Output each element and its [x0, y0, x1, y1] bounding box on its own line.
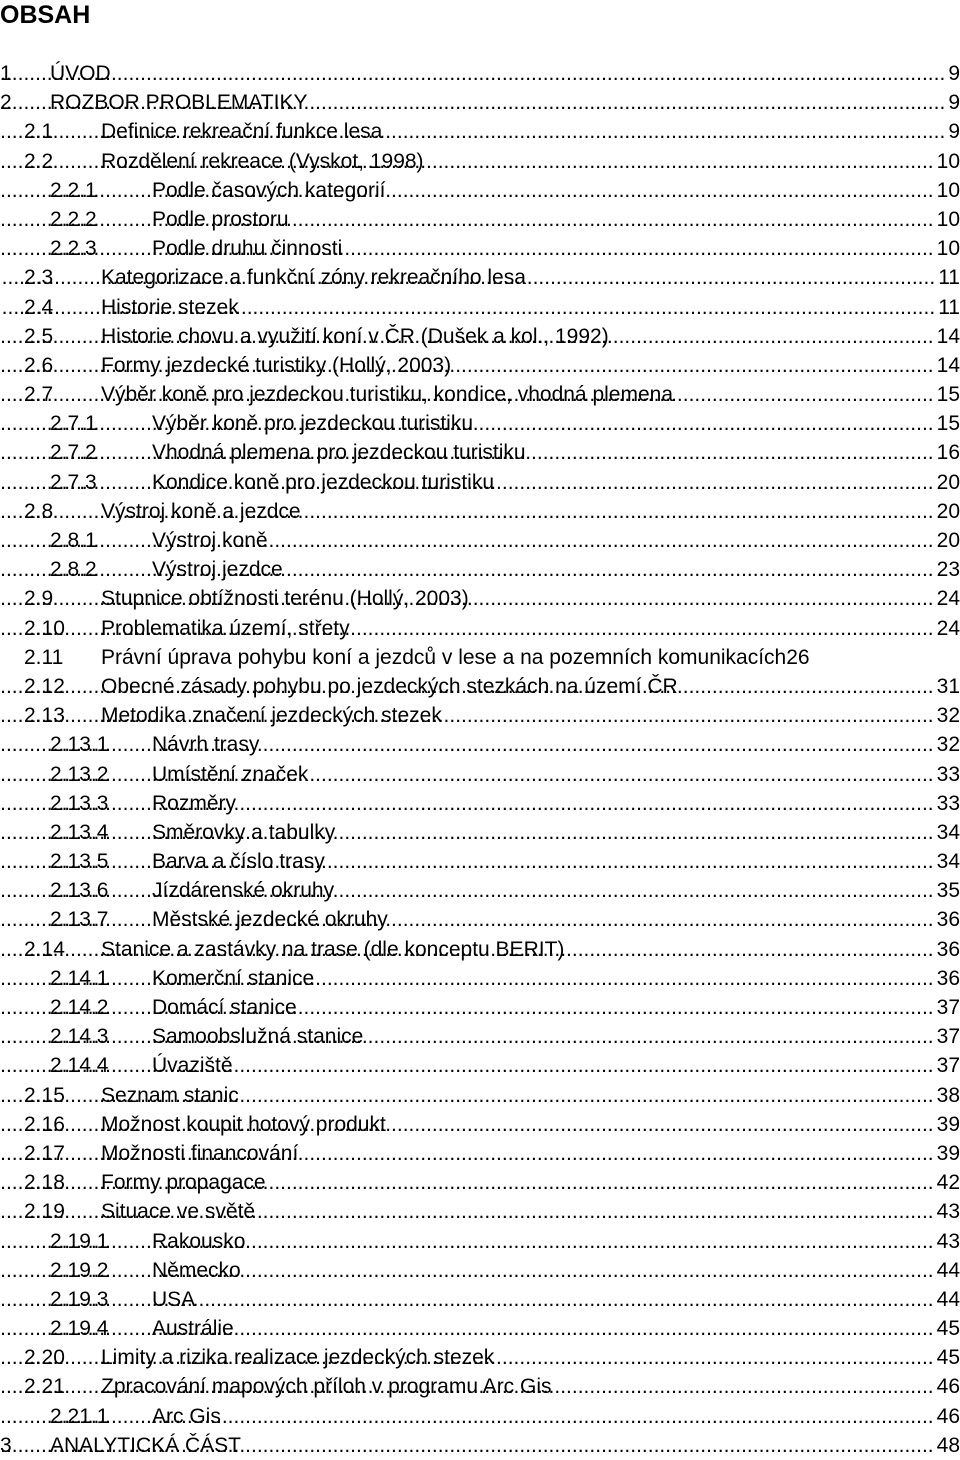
toc-entry-body	[101, 1343, 960, 1372]
toc-entry-number: 2.13	[24, 704, 65, 728]
toc-entry-body	[152, 234, 960, 263]
toc-entry-page: 9	[948, 120, 960, 144]
toc-entry[interactable]	[0, 1081, 960, 1110]
toc-entry-title: Situace ve světě	[101, 1200, 256, 1224]
toc-entry[interactable]	[0, 322, 960, 351]
toc-entry-page: 39	[936, 1141, 960, 1165]
toc-entry-number: 2.4	[24, 295, 54, 319]
toc-entry-body	[152, 876, 960, 905]
toc-entry-body	[152, 730, 960, 759]
toc-entry[interactable]	[0, 1051, 960, 1080]
toc-entry[interactable]	[0, 497, 960, 526]
toc-entry-title: Možnosti financování	[101, 1141, 299, 1165]
toc-entry-title: Kategorizace a funkční zóny rekreačního lesa	[101, 266, 526, 290]
toc-dot-leader	[451, 351, 934, 380]
toc-entry-number: 2.18	[24, 1171, 65, 1195]
toc-entry[interactable]	[0, 1168, 960, 1197]
toc-entry-body	[101, 1139, 960, 1168]
toc-entry-number: 2.2.1	[50, 178, 97, 202]
toc-dot-leader	[469, 584, 934, 613]
toc-entry-page: 24	[936, 616, 960, 640]
toc-entry-page: 14	[936, 353, 960, 377]
toc-entry-page: 20	[936, 499, 960, 523]
toc-entry-number: 2.13.3	[50, 791, 109, 815]
toc-entry-body	[50, 59, 960, 88]
toc-dot-leader	[382, 117, 945, 146]
toc-entry-body	[152, 438, 960, 467]
toc-entry[interactable]	[0, 614, 960, 643]
toc-entry[interactable]	[0, 438, 960, 467]
toc-entry-title: Problematika území, střety	[101, 616, 350, 640]
toc-dot-leader	[388, 905, 934, 934]
toc-entry-page: 15	[936, 412, 960, 436]
toc-dot-leader	[308, 760, 933, 789]
toc-entry[interactable]	[0, 584, 960, 613]
toc-entry-number: 2.7.2	[50, 441, 97, 465]
toc-entry-number: 2.16	[24, 1112, 65, 1136]
toc-entry-title: Městské jezdecké okruhy	[152, 908, 388, 932]
toc-dot-leader	[334, 876, 934, 905]
toc-entry-title: Formy jezdecké turistiky (Hollý, 2003)	[101, 353, 452, 377]
toc-entry-number: 2.17	[24, 1141, 65, 1165]
toc-dot-leader	[239, 293, 935, 322]
toc-dot-leader	[221, 1402, 934, 1431]
toc-entry-number: 2.13.4	[50, 820, 109, 844]
toc-entry-page: 20	[936, 470, 960, 494]
toc-entry-body	[152, 789, 960, 818]
toc-entry[interactable]	[0, 1314, 960, 1343]
toc-entry-number: 2.19	[24, 1200, 65, 1224]
toc-entry-page: 10	[936, 178, 960, 202]
toc-entry[interactable]	[0, 409, 960, 438]
toc-entry-title: Rakousko	[152, 1229, 246, 1253]
toc-entry-body	[101, 1110, 960, 1139]
toc-dot-leader	[241, 1431, 934, 1460]
toc-entry-page: 33	[936, 762, 960, 786]
toc-entry[interactable]	[0, 1110, 960, 1139]
toc-entry-title: Úvaziště	[152, 1054, 233, 1078]
toc-entry-number: 2.8	[24, 499, 54, 523]
toc-entry-number: 2.14.1	[50, 966, 109, 990]
toc-entry-title: Kondice koně pro jezdeckou turistiku	[152, 470, 495, 494]
toc-entry-body	[152, 1285, 960, 1314]
table-of-contents	[0, 59, 960, 1460]
toc-dot-leader	[442, 701, 934, 730]
toc-entry-title: ÚVOD	[50, 62, 111, 85]
toc-entry-number: 2.14.2	[50, 996, 109, 1019]
toc-entry-page: 37	[936, 1025, 960, 1049]
toc-entry-number: 2.2	[24, 149, 54, 173]
toc-entry-body	[101, 614, 960, 643]
toc-entry-body	[101, 1372, 960, 1401]
toc-entry-page: 39	[936, 1112, 960, 1136]
toc-entry-body	[101, 263, 960, 292]
toc-entry-page: 24	[936, 587, 960, 611]
toc-entry-number: 3	[0, 1433, 12, 1457]
toc-dot-leader	[195, 1285, 933, 1314]
toc-entry-page: 48	[936, 1433, 960, 1457]
toc-dot-leader	[234, 1314, 934, 1343]
toc-entry[interactable]	[0, 176, 960, 205]
toc-entry-body	[101, 643, 960, 672]
toc-entry-title: ANALYTICKÁ ČÁST	[50, 1433, 241, 1457]
toc-entry[interactable]	[0, 1431, 960, 1460]
toc-entry-number: 2.13.1	[50, 733, 109, 757]
toc-entry-number: 2.14	[24, 937, 65, 961]
toc-entry-number: 2.1	[24, 120, 54, 144]
toc-entry-title: USA	[152, 1287, 196, 1311]
toc-entry-title: Podle prostoru	[152, 207, 289, 231]
toc-entry-body	[152, 1402, 960, 1431]
toc-entry[interactable]	[0, 730, 960, 759]
toc-entry[interactable]	[0, 935, 960, 964]
toc-dot-leader	[350, 614, 934, 643]
toc-entry-number: 2.13.7	[50, 908, 109, 932]
toc-entry-page: 34	[936, 850, 960, 874]
toc-entry-page: 15	[936, 383, 960, 407]
toc-entry[interactable]	[0, 263, 960, 292]
toc-entry[interactable]	[0, 993, 960, 1022]
toc-entry-title: Barva a číslo trasy	[152, 850, 325, 874]
toc-entry-page: 14	[936, 324, 960, 348]
toc-entry[interactable]	[0, 205, 960, 234]
toc-entry-page: 9	[948, 91, 960, 115]
toc-entry[interactable]	[0, 701, 960, 730]
toc-dot-leader	[236, 789, 934, 818]
toc-entry-page: 20	[936, 529, 960, 552]
toc-entry[interactable]	[0, 818, 960, 847]
toc-entry-title: Rozměry	[152, 791, 237, 815]
toc-entry-page: 46	[936, 1404, 960, 1428]
toc-dot-leader	[266, 1168, 934, 1197]
toc-entry-title: Právní úprava pohybu koní a jezdců v lese a na pozemních komunikacích	[101, 645, 787, 669]
toc-entry-title: Výstroj koně	[152, 529, 268, 552]
toc-entry-title: Zpracování mapových příloh v programu Arc Gis	[101, 1375, 552, 1399]
toc-entry-title: Výběr koně pro jezdeckou turistiku, kondice, vhodná plemena	[101, 383, 674, 407]
toc-entry-number: 2.21	[24, 1375, 65, 1399]
toc-entry-page: 36	[936, 908, 960, 932]
toc-entry-body	[152, 1314, 960, 1343]
toc-dot-leader	[245, 1227, 933, 1256]
toc-entry-number: 2.2.3	[50, 237, 97, 261]
toc-entry-number: 2.13.5	[50, 850, 109, 874]
toc-dot-leader	[283, 555, 934, 584]
toc-dot-leader	[111, 59, 946, 88]
toc-entry-title: Komerční stanice	[152, 966, 315, 990]
toc-entry-page: 43	[936, 1229, 960, 1253]
toc-entry-number: 2.5	[24, 324, 54, 348]
toc-entry-number: 2.14.4	[50, 1054, 109, 1078]
toc-entry[interactable]	[0, 293, 960, 322]
toc-entry[interactable]	[0, 876, 960, 905]
toc-entry-body	[101, 117, 960, 146]
toc-entry-number: 2.7.3	[50, 470, 97, 494]
toc-entry[interactable]	[0, 1256, 960, 1285]
toc-entry-body	[152, 1256, 960, 1285]
toc-entry-number: 2.13.6	[50, 879, 109, 903]
toc-entry-page: 23	[936, 558, 960, 582]
toc-entry-page: 46	[936, 1375, 960, 1399]
toc-entry-page: 10	[936, 207, 960, 231]
toc-entry-title: Samoobslužná stanice	[152, 1025, 364, 1049]
toc-dot-leader	[314, 964, 933, 993]
toc-dot-leader	[609, 322, 934, 351]
toc-entry-title: Vhodná plemena pro jezdeckou turistiku	[152, 441, 526, 465]
toc-entry-page: 36	[936, 937, 960, 961]
toc-entry[interactable]	[0, 1285, 960, 1314]
toc-entry-body	[152, 905, 960, 934]
toc-dot-leader	[255, 1197, 934, 1226]
toc-entry-title: Definice rekreační funkce lesa	[101, 120, 383, 144]
toc-entry-body	[152, 760, 960, 789]
toc-entry-body	[152, 1022, 960, 1051]
toc-dot-leader	[342, 234, 933, 263]
toc-entry-title: Formy propagace	[101, 1171, 266, 1195]
toc-entry-body	[152, 993, 960, 1022]
toc-entry-body	[152, 468, 960, 497]
toc-entry-page: 44	[936, 1287, 960, 1311]
toc-entry-number: 2.3	[24, 266, 54, 290]
toc-entry-title: ROZBOR PROBLEMATIKY	[50, 91, 308, 115]
toc-entry[interactable]	[0, 964, 960, 993]
toc-entry[interactable]	[0, 555, 960, 584]
toc-entry[interactable]	[0, 643, 960, 672]
toc-entry[interactable]	[0, 59, 960, 88]
toc-entry[interactable]	[0, 672, 960, 701]
toc-dot-leader	[424, 147, 934, 176]
toc-entry-title: Historie chovu a využití koní v ČR (Dušek a kol., 1992)	[101, 324, 609, 348]
toc-entry-page: 35	[936, 879, 960, 903]
toc-entry-number: 2	[0, 91, 12, 115]
toc-entry-body	[101, 1197, 960, 1226]
toc-entry-body	[101, 584, 960, 613]
toc-entry[interactable]	[0, 1372, 960, 1401]
toc-dot-leader	[494, 1343, 933, 1372]
toc-entry-page: 42	[936, 1171, 960, 1195]
toc-entry-page: 38	[936, 1083, 960, 1107]
toc-entry-number: 2.10	[24, 616, 65, 640]
toc-entry-page: 26	[786, 645, 810, 669]
toc-entry[interactable]	[0, 380, 960, 409]
toc-dot-leader	[301, 497, 934, 526]
toc-dot-leader	[335, 818, 933, 847]
toc-entry[interactable]	[0, 117, 960, 146]
toc-entry-title: Jízdárenské okruhy	[152, 879, 335, 903]
toc-entry-number: 2.20	[24, 1346, 65, 1370]
toc-entry[interactable]	[0, 789, 960, 818]
toc-entry-page: 44	[936, 1258, 960, 1282]
toc-dot-leader	[386, 1110, 934, 1139]
toc-dot-leader	[259, 730, 933, 759]
toc-entry-body	[101, 701, 960, 730]
toc-entry-page: 37	[936, 996, 960, 1019]
toc-entry-title: Výběr koně pro jezdeckou turistiku	[152, 412, 473, 436]
toc-entry-page: 37	[936, 1054, 960, 1078]
toc-dot-leader	[325, 847, 934, 876]
toc-entry-title: Obecné zásady pohybu po jezdeckých stezkách na území ČR	[101, 674, 678, 698]
toc-entry-page: 32	[936, 733, 960, 757]
toc-entry-page: 31	[936, 674, 960, 698]
toc-entry-title: Arc Gis	[152, 1404, 221, 1428]
toc-entry-number: 2.7	[24, 383, 54, 407]
toc-dot-leader	[363, 1022, 933, 1051]
toc-entry-title: Austrálie	[152, 1317, 234, 1341]
toc-entry-title: Umístění značek	[152, 762, 309, 786]
toc-entry[interactable]	[0, 526, 960, 555]
toc-entry-body	[101, 322, 960, 351]
toc-entry-number: 2.9	[24, 587, 54, 611]
toc-entry-page: 9	[948, 62, 960, 85]
toc-dot-leader	[233, 1051, 934, 1080]
toc-entry-body	[152, 964, 960, 993]
toc-entry-number: 2.6	[24, 353, 54, 377]
toc-entry-body	[152, 1227, 960, 1256]
toc-entry-body	[152, 526, 960, 555]
toc-entry-page: 11	[938, 295, 960, 319]
toc-entry-title: Stupnice obtížnosti terénu (Hollý, 2003)	[101, 587, 469, 611]
toc-heading: OBSAH	[0, 1, 91, 29]
toc-entry-title: Podle druhu činnosti	[152, 237, 343, 261]
toc-entry[interactable]	[0, 468, 960, 497]
toc-entry-body	[101, 380, 960, 409]
toc-entry-page: 10	[936, 149, 960, 173]
toc-entry[interactable]	[0, 1139, 960, 1168]
toc-entry-body	[101, 672, 960, 701]
toc-entry-number: 2.21.1	[50, 1404, 109, 1428]
toc-entry-body	[152, 555, 960, 584]
toc-entry-number: 2.12	[24, 674, 65, 698]
toc-entry-page: 33	[936, 791, 960, 815]
toc-entry-body	[152, 847, 960, 876]
toc-entry-body	[101, 935, 960, 964]
toc-entry[interactable]	[0, 147, 960, 176]
toc-dot-leader	[552, 1372, 934, 1401]
toc-dot-leader	[564, 935, 933, 964]
toc-entry-body	[101, 1168, 960, 1197]
toc-entry-title: Domácí stanice	[152, 996, 297, 1019]
toc-entry-number: 2.19.3	[50, 1287, 109, 1311]
toc-entry-title: Stanice a zastávky na trase (dle konceptu BERIT)	[101, 937, 565, 961]
toc-entry-title: Seznam stanic	[101, 1083, 239, 1107]
toc-dot-leader	[268, 526, 934, 555]
toc-entry-page: 34	[936, 820, 960, 844]
toc-entry-title: Výstroj koně a jezdce	[101, 499, 301, 523]
toc-dot-leader	[289, 205, 934, 234]
toc-entry[interactable]	[0, 88, 960, 117]
toc-entry-number: 2.11	[24, 645, 64, 669]
toc-entry-page: 10	[936, 237, 960, 261]
toc-entry[interactable]	[0, 847, 960, 876]
toc-entry[interactable]	[0, 1402, 960, 1431]
toc-dot-leader	[473, 409, 934, 438]
toc-entry-body	[50, 1431, 960, 1460]
toc-entry-number: 2.19.4	[50, 1317, 109, 1341]
toc-entry[interactable]	[0, 1343, 960, 1372]
toc-entry[interactable]	[0, 1227, 960, 1256]
toc-entry[interactable]	[0, 905, 960, 934]
toc-entry-body	[101, 1081, 960, 1110]
toc-entry-number: 2.19.2	[50, 1258, 109, 1282]
toc-dot-leader	[494, 468, 934, 497]
toc-entry-title: Metodika značení jezdeckých stezek	[101, 704, 442, 728]
toc-entry-number: 2.2.2	[50, 207, 97, 231]
toc-entry[interactable]	[0, 234, 960, 263]
toc-entry-body	[152, 176, 960, 205]
toc-entry-number: 2.13.2	[50, 762, 109, 786]
toc-entry-number: 1	[0, 62, 12, 85]
toc-entry-number: 2.8.2	[50, 558, 97, 582]
toc-entry-page: 36	[936, 966, 960, 990]
toc-entry-page: 11	[938, 266, 960, 290]
toc-dot-leader	[298, 1139, 933, 1168]
toc-entry-title: Historie stezek	[101, 295, 239, 319]
toc-entry-number: 2.15	[24, 1083, 65, 1107]
toc-entry-number: 2.14.3	[50, 1025, 109, 1049]
toc-dot-leader	[308, 88, 946, 117]
toc-dot-leader	[526, 438, 934, 467]
toc-dot-leader	[297, 993, 934, 1022]
toc-entry-title: Podle časových kategorií	[152, 178, 386, 202]
toc-entry-body	[101, 351, 960, 380]
toc-dot-leader	[385, 176, 933, 205]
toc-dot-leader	[673, 380, 934, 409]
toc-entry[interactable]	[0, 760, 960, 789]
toc-entry-title: Možnost koupit hotový produkt	[101, 1112, 386, 1136]
toc-entry-number: 2.19.1	[50, 1229, 109, 1253]
toc-dot-leader	[526, 263, 935, 292]
toc-entry-body	[101, 293, 960, 322]
toc-entry-body	[152, 409, 960, 438]
toc-entry-page: 32	[936, 704, 960, 728]
toc-entry-number: 2.8.1	[50, 529, 97, 552]
toc-entry[interactable]	[0, 1022, 960, 1051]
toc-entry-body	[50, 88, 960, 117]
toc-entry-title: Rozdělení rekreace (Vyskot, 1998)	[101, 149, 424, 173]
toc-entry-body	[152, 818, 960, 847]
toc-entry-page: 45	[936, 1317, 960, 1341]
toc-entry-title: Německo	[152, 1258, 241, 1282]
toc-entry-title: Limity a rizika realizace jezdeckých stezek	[101, 1346, 495, 1370]
toc-dot-leader	[239, 1081, 934, 1110]
toc-entry-body	[101, 147, 960, 176]
toc-entry-page: 16	[936, 441, 960, 465]
toc-dot-leader	[241, 1256, 934, 1285]
toc-entry-page: 43	[936, 1200, 960, 1224]
toc-entry[interactable]	[0, 351, 960, 380]
toc-entry-body	[152, 205, 960, 234]
toc-entry-number: 2.7.1	[50, 412, 97, 436]
toc-entry-title: Směrovky a tabulky	[152, 820, 336, 844]
toc-entry[interactable]	[0, 1197, 960, 1226]
toc-entry-title: Návrh trasy	[152, 733, 260, 757]
toc-entry-body	[152, 1051, 960, 1080]
toc-entry-title: Výstroj jezdce	[152, 558, 283, 582]
toc-dot-leader	[678, 672, 934, 701]
toc-entry-body	[101, 497, 960, 526]
toc-entry-page: 45	[936, 1346, 960, 1370]
